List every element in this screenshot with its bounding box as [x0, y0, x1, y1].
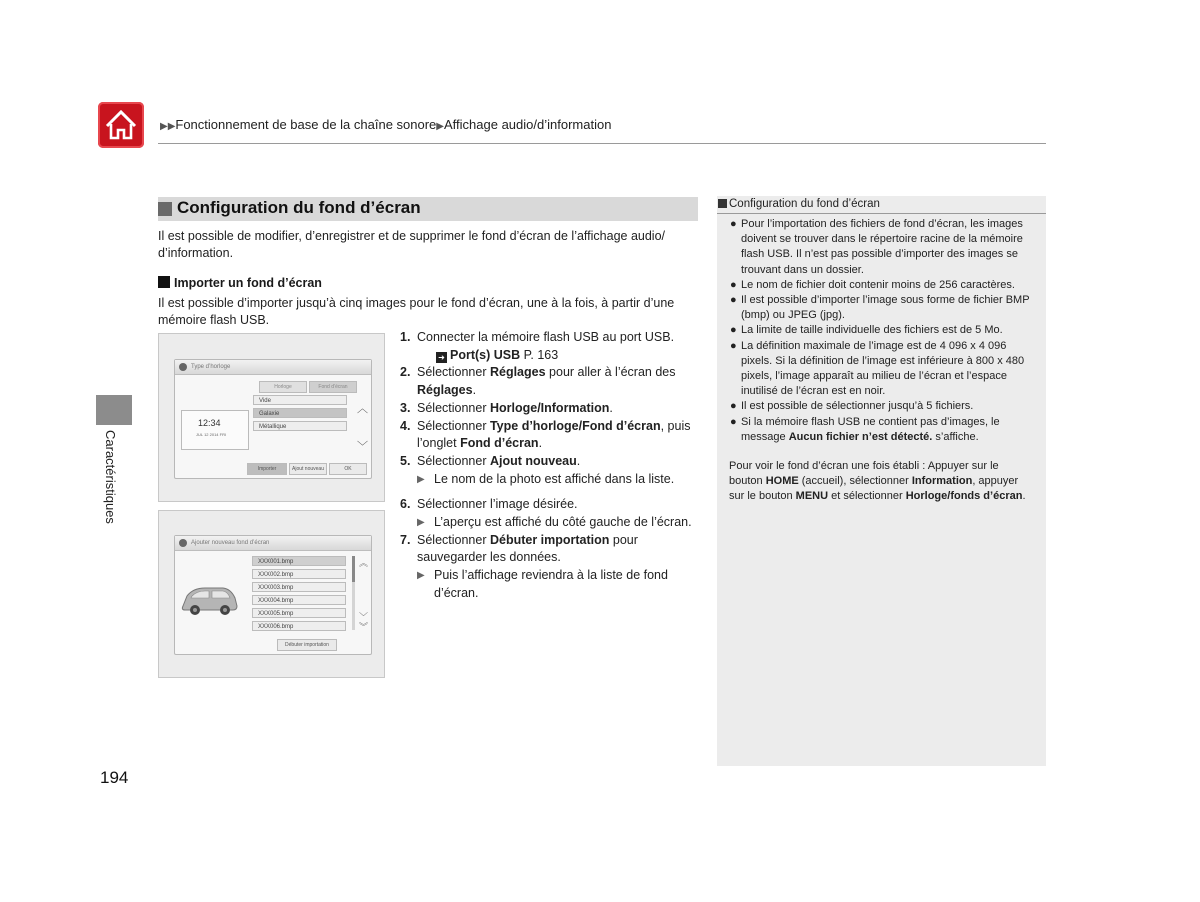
breadcrumb — [160, 117, 611, 132]
sidebar-notes — [730, 217, 1035, 445]
page-number: 194 — [100, 768, 129, 787]
note-marker-icon — [718, 199, 727, 208]
step-list — [400, 329, 700, 603]
header-divider — [158, 143, 1046, 144]
subsection-intro: Il est possible d’importer jusqu’à cinq images pour le fond d’écran, une à la fois, à partir d’une mémoire flash USB. — [158, 296, 675, 327]
step-2: 2. Sélectionner Réglages pour aller à l’écran des Réglages. — [400, 365, 676, 398]
step-7-result: ▶ Puis l’affichage reviendra à la liste de fond d’écran. — [417, 568, 668, 600]
screenshot-clock-type — [158, 333, 385, 502]
breadcrumb-part-display[interactable]: Affichage audio/d’information — [444, 117, 612, 132]
ok-button[interactable]: OK — [329, 463, 367, 475]
car-preview-image — [179, 580, 239, 620]
note-item: ● La définition maximale de l’image est de 4 096 x 4 096 pixels. Si la définition de l’image est inférieure à 800 x 480 pixels, l’image apparaît au milieu de l’écran et l’espace inutilisé de l’écran est en noir. — [730, 339, 1025, 398]
chapter-tab-label: Caractéristiques — [103, 430, 118, 524]
chapter-tab-marker — [96, 395, 132, 425]
step-6: 6. Sélectionner l’image désirée. — [400, 497, 578, 512]
scroll-up-icon[interactable]: ︿ — [357, 403, 368, 415]
section-marker-icon — [158, 202, 172, 216]
tab-clock[interactable]: Horloge — [259, 381, 307, 393]
note-item: ● Si la mémoire flash USB ne contient pas d’images, le message Aucun fichier n’est détecté. s’affiche. — [730, 415, 1000, 443]
file-list-item[interactable]: XXX001.bmp — [252, 556, 346, 566]
clock-preview — [181, 410, 249, 450]
step-4: 4. Sélectionner Type d’horloge/Fond d’écran, puis l’onglet Fond d’écran. — [400, 418, 691, 451]
file-list-item[interactable]: XXX002.bmp — [252, 569, 346, 579]
result-arrow-icon: ▶ — [417, 473, 425, 485]
breadcrumb-part-audio[interactable]: Fonctionnement de base de la chaîne sonore — [175, 117, 437, 132]
result-arrow-icon: ▶ — [417, 570, 425, 582]
import-button[interactable]: Importer — [247, 463, 287, 475]
step-6-result: ▶ L’aperçu est affiché du côté gauche de l’écran. — [400, 514, 700, 532]
page-up-icon[interactable]: ︽ — [359, 558, 369, 568]
file-list-item[interactable]: XXX004.bmp — [252, 595, 346, 605]
tab-wallpaper[interactable]: Fond d’écran — [309, 381, 357, 393]
clock-date: JUL 12 2014 FRI — [196, 432, 227, 437]
note-item: ● Pour l’importation des fichiers de fond d’écran, les images doivent se trouver dans le répertoire racine de la mémoire flash USB. Il n’est pas possible d’importer des images se trouvant dans un dossier. — [730, 218, 1023, 276]
subsection-title: Importer un fond d’écran — [174, 276, 322, 290]
start-import-button[interactable]: Débuter importation — [277, 639, 337, 651]
reference-arrow-icon: ➜ — [436, 352, 447, 363]
scrollbar-thumb[interactable] — [352, 556, 355, 582]
add-wallpaper-dialog — [174, 535, 372, 655]
breadcrumb-separator-icon: ▶ — [436, 121, 444, 132]
add-new-button[interactable]: Ajout nouveau — [289, 463, 327, 475]
subsection-marker-icon — [158, 276, 170, 288]
section-heading — [158, 197, 698, 221]
breadcrumb-arrows-icon: ▶▶ — [160, 121, 176, 132]
page-down-icon[interactable]: ︾ — [359, 622, 369, 632]
home-button[interactable] — [98, 102, 144, 148]
note-item: ● Il est possible de sélectionner jusqu’à 5 fichiers. — [730, 400, 974, 413]
sidebar-heading: Configuration du fond d’écran — [717, 196, 1046, 214]
clock-time: 12:34 — [198, 418, 221, 428]
sidebar-footer: Pour voir le fond d’écran une fois établi : Appuyer sur le bouton HOME (accueil), sélectionner Information, appuyer sur le bouton MENU et sélectionner Horloge/fonds d’écran. — [729, 460, 1026, 503]
cross-reference[interactable]: ➜ Port(s) USB P. 163 — [400, 347, 700, 365]
file-list-item[interactable]: XXX006.bmp — [252, 621, 346, 631]
step-3: 3. Sélectionner Horloge/Information. — [400, 400, 613, 415]
result-arrow-icon: ▶ — [417, 517, 425, 529]
scroll-down-icon[interactable]: ﹀ — [359, 612, 369, 622]
home-icon — [98, 102, 144, 148]
wallpaper-option[interactable]: Métallique — [253, 421, 347, 431]
back-icon — [179, 363, 187, 371]
subsection-heading — [158, 276, 322, 290]
screenshot-add-wallpaper — [158, 510, 385, 678]
back-icon — [179, 539, 187, 547]
step-1: 1. Connecter la mémoire flash USB au port USB. — [400, 330, 675, 344]
wallpaper-option[interactable]: Vide — [253, 395, 347, 405]
step-5: 5. Sélectionner Ajout nouveau. — [400, 453, 581, 468]
note-item: ● Le nom de fichier doit contenir moins de 256 caractères. — [730, 278, 1015, 291]
dialog-title: Ajouter nouveau fond d’écran — [175, 536, 371, 551]
wallpaper-option[interactable]: Galaxie — [253, 408, 347, 418]
scrollbar[interactable] — [352, 556, 355, 630]
note-item: ● La limite de taille individuelle des fichiers est de 5 Mo. — [730, 324, 1003, 337]
note-item: ● Il est possible d’importer l’image sous forme de fichier BMP (bmp) ou JPEG (jpg). — [730, 294, 1030, 322]
dialog-title: Type d’horloge — [175, 360, 371, 375]
clock-type-dialog — [174, 359, 372, 479]
step-7: 7. Sélectionner Débuter importation pour sauvegarder les données. — [400, 532, 638, 565]
section-title: Configuration du fond d’écran — [177, 198, 421, 217]
step-5-result: ▶ Le nom de la photo est affiché dans la liste. — [400, 471, 700, 489]
scroll-down-icon[interactable]: ﹀ — [357, 441, 368, 453]
file-list-item[interactable]: XXX005.bmp — [252, 608, 346, 618]
section-intro: Il est possible de modifier, d’enregistrer et de supprimer le fond d’écran de l’affichage audio/ d’information. — [158, 229, 666, 260]
file-list-item[interactable]: XXX003.bmp — [252, 582, 346, 592]
